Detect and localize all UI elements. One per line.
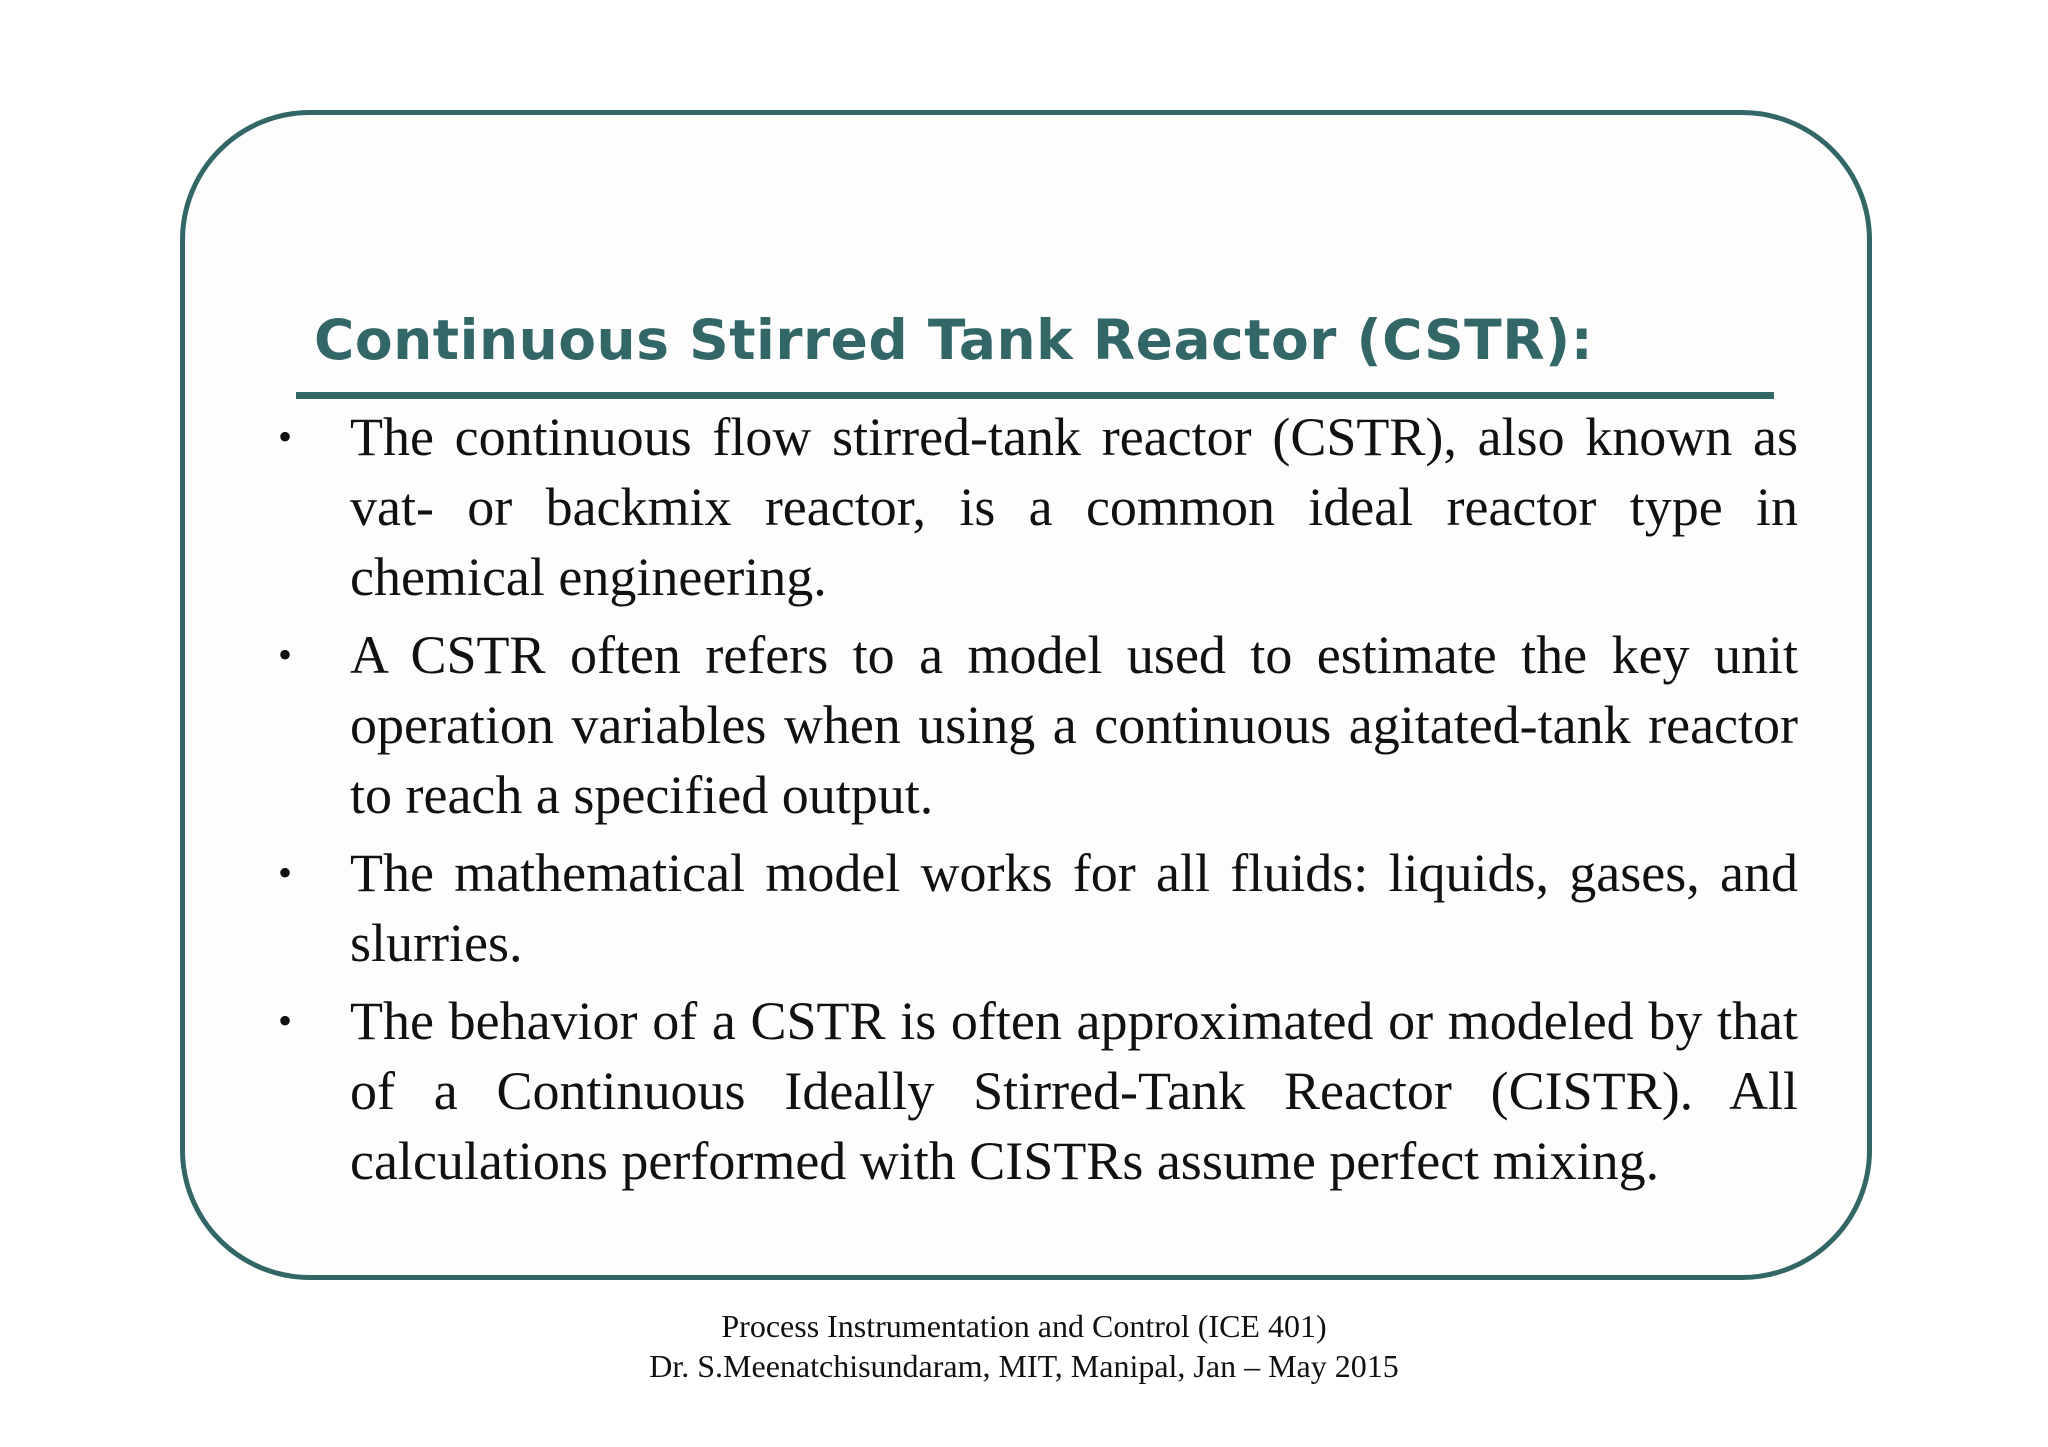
bullet-text: The behavior of a CSTR is often approximated or modeled by that of a Continuous Ideally Stirred-Tank Reactor (CISTR). All calculations performed with CISTRs assume perfect mixing. (350, 991, 1798, 1191)
title-underline (296, 392, 1774, 399)
bullet-icon: • (278, 414, 293, 459)
bullet-text: The continuous flow stirred-tank reactor (CSTR), also known as vat- or backmix reactor, is a common ideal reactor type in chemical engineering. (350, 407, 1798, 607)
footer-course: Process Instrumentation and Control (ICE 401) (721, 1308, 1327, 1344)
bullet-list (278, 402, 1798, 1204)
footer-author: Dr. S.Meenatchisundaram, MIT, Manipal, Jan – May 2015 (649, 1348, 1399, 1384)
bullet-icon: • (278, 850, 293, 895)
bullet-item (278, 986, 1798, 1196)
bullet-icon: • (278, 632, 293, 677)
bullet-icon: • (278, 998, 293, 1043)
bullet-item (278, 620, 1798, 830)
bullet-text: A CSTR often refers to a model used to estimate the key unit operation variables when using a continuous agitated-tank reactor to reach a specified output. (350, 625, 1798, 825)
bullet-item (278, 402, 1798, 612)
bullet-text: The mathematical model works for all fluids: liquids, gases, and slurries. (350, 843, 1798, 973)
bullet-item (278, 838, 1798, 978)
slide-title: Continuous Stirred Tank Reactor (CSTR): (314, 308, 1594, 372)
